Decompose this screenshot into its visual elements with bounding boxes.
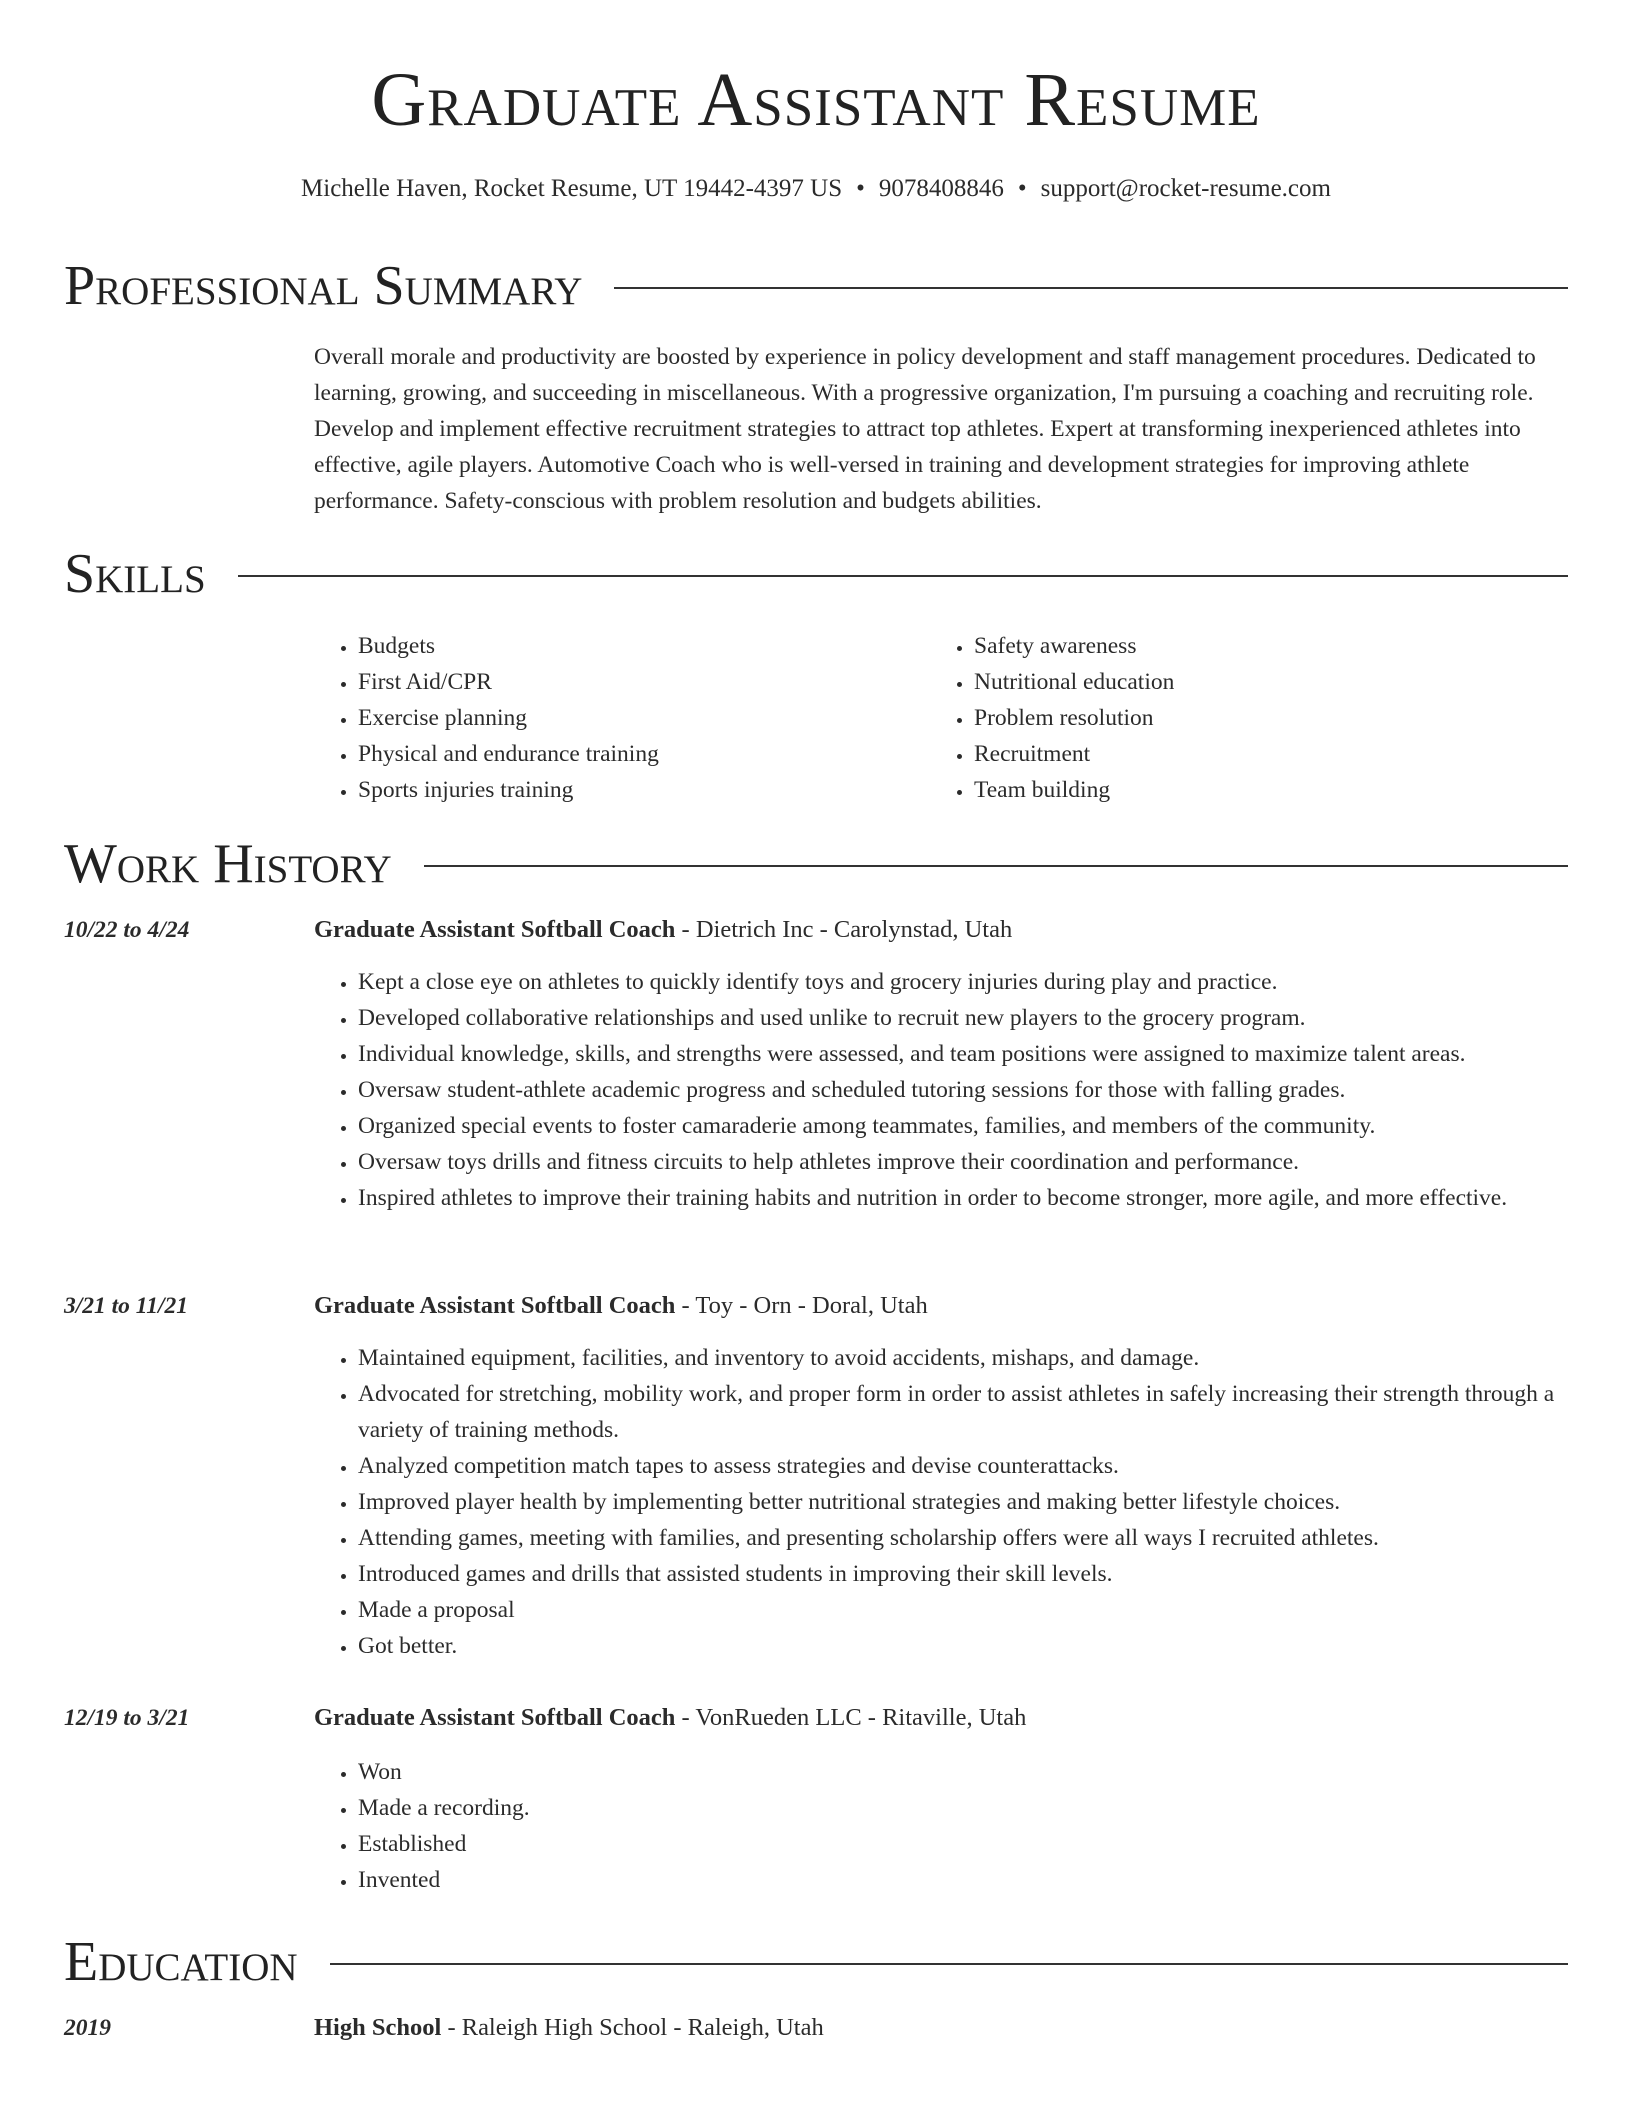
skill-item: • Nutritional education	[974, 664, 1546, 700]
skill-item: • Sports injuries training	[358, 772, 930, 808]
contact-phone: 9078408846	[878, 175, 1004, 202]
job-bullet: • Oversaw toys drills and fitness circuits to help athletes improve their coordination and performance.	[358, 1144, 1568, 1180]
section-divider	[424, 865, 1568, 867]
job-bullet: • Got better.	[358, 1628, 1568, 1664]
job-bullet: • Inspired athletes to improve their training habits and nutrition in order to become stronger, more agile, and more effective.	[358, 1180, 1568, 1216]
job-bullet: • Introduced games and drills that assisted students in improving their skill levels.	[358, 1556, 1568, 1592]
skill-item: • First Aid/CPR	[358, 664, 930, 700]
section-title-work: Work History	[64, 833, 392, 895]
skill-item: • Safety awareness	[974, 628, 1546, 664]
skills-list	[314, 628, 1574, 808]
job-bullet: • Made a proposal	[358, 1592, 1568, 1628]
job-heading	[314, 912, 1012, 948]
section-divider	[238, 575, 1568, 577]
skills-column-right	[930, 628, 1546, 808]
job-title: Graduate Assistant Softball Coach	[314, 916, 676, 943]
skill-item: • Exercise planning	[358, 700, 930, 736]
job-date: 10/22 to 4/24	[64, 917, 190, 943]
job-title: Graduate Assistant Softball Coach	[314, 1292, 676, 1319]
education-heading	[314, 2010, 824, 2046]
job-bullet: • Advocated for stretching, mobility work, and proper form in order to assist athletes in safely increasing their strength through a variety of training methods.	[358, 1376, 1568, 1448]
job-bullets	[314, 1754, 1568, 1898]
job-bullet: • Analyzed competition match tapes to assess strategies and devise counterattacks.	[358, 1448, 1568, 1484]
job-bullets	[314, 964, 1568, 1216]
job-bullet: • Won	[358, 1754, 1568, 1790]
contact-address: Michelle Haven, Rocket Resume, UT 19442-4397 US	[301, 175, 843, 202]
job-bullets	[314, 1340, 1568, 1664]
section-title-education: Education	[64, 1931, 298, 1993]
job-title: Graduate Assistant Softball Coach	[314, 1704, 676, 1731]
job-bullet: • Improved player health by implementing better nutritional strategies and making better lifestyle choices.	[358, 1484, 1568, 1520]
skills-section-header	[64, 543, 1568, 605]
contact-line	[0, 176, 1632, 201]
job-bullet: • Kept a close eye on athletes to quickly identify toys and grocery injuries during play and practice.	[358, 964, 1568, 1000]
contact-separator: •	[856, 175, 865, 202]
education-details: - Raleigh High School - Raleigh, Utah	[441, 2014, 824, 2041]
contact-email: support@rocket-resume.com	[1040, 175, 1331, 202]
contact-separator: •	[1017, 175, 1027, 202]
job-bullet: • Attending games, meeting with families, and presenting scholarship offers were all ways I recruited athletes.	[358, 1520, 1568, 1556]
education-date: 2019	[64, 2015, 111, 2041]
job-details: - Toy - Orn - Doral, Utah	[675, 1292, 928, 1319]
skill-item: • Recruitment	[974, 736, 1546, 772]
skill-item: • Problem resolution	[974, 700, 1546, 736]
job-heading	[314, 1288, 928, 1324]
job-bullet: • Organized special events to foster camaraderie among teammates, families, and members of the community.	[358, 1108, 1568, 1144]
skills-column-left	[314, 628, 930, 808]
section-divider	[330, 1963, 1568, 1965]
summary-text: Overall morale and productivity are boosted by experience in policy development and staff management procedures. Dedicated to learning, growing, and succeeding in miscellaneous. With a progressive organization, I'm pursuing a coaching and recruiting role. Develop and implement effective recruitment strategies to attract top athletes. Expert at transforming inexperienced athletes into effective, agile players. Automotive Coach who is well-versed in training and development strategies for improving athlete performance. Safety-conscious with problem resolution and budgets abilities.	[314, 344, 1536, 514]
job-date: 3/21 to 11/21	[64, 1293, 189, 1319]
job-bullet: • Invented	[358, 1862, 1568, 1898]
job-bullet: • Developed collaborative relationships and used unlike to recruit new players to the grocery program.	[358, 1000, 1568, 1036]
skill-item: • Team building	[974, 772, 1546, 808]
section-divider	[614, 287, 1568, 289]
job-date: 12/19 to 3/21	[64, 1705, 190, 1731]
summary-section-header	[64, 255, 1568, 317]
job-bullet: • Individual knowledge, skills, and strengths were assessed, and team positions were assigned to maximize talent areas.	[358, 1036, 1568, 1072]
job-bullet: • Maintained equipment, facilities, and inventory to avoid accidents, mishaps, and damage.	[358, 1340, 1568, 1376]
section-title-skills: Skills	[64, 543, 206, 605]
job-bullet: • Oversaw student-athlete academic progress and scheduled tutoring sessions for those with falling grades.	[358, 1072, 1568, 1108]
section-title-summary: Professional Summary	[64, 255, 583, 317]
job-bullet: • Established	[358, 1826, 1568, 1862]
job-heading	[314, 1700, 1026, 1736]
skill-item: • Budgets	[358, 628, 930, 664]
work-section-header	[64, 833, 1568, 895]
education-section-header	[64, 1931, 1568, 1993]
job-details: - VonRueden LLC - Ritaville, Utah	[675, 1704, 1027, 1731]
skill-item: • Physical and endurance training	[358, 736, 930, 772]
resume-title: Graduate Assistant Resume	[371, 58, 1261, 142]
education-degree: High School	[314, 2014, 442, 2041]
job-bullet: • Made a recording.	[358, 1790, 1568, 1826]
job-details: - Dietrich Inc - Carolynstad, Utah	[675, 916, 1013, 943]
